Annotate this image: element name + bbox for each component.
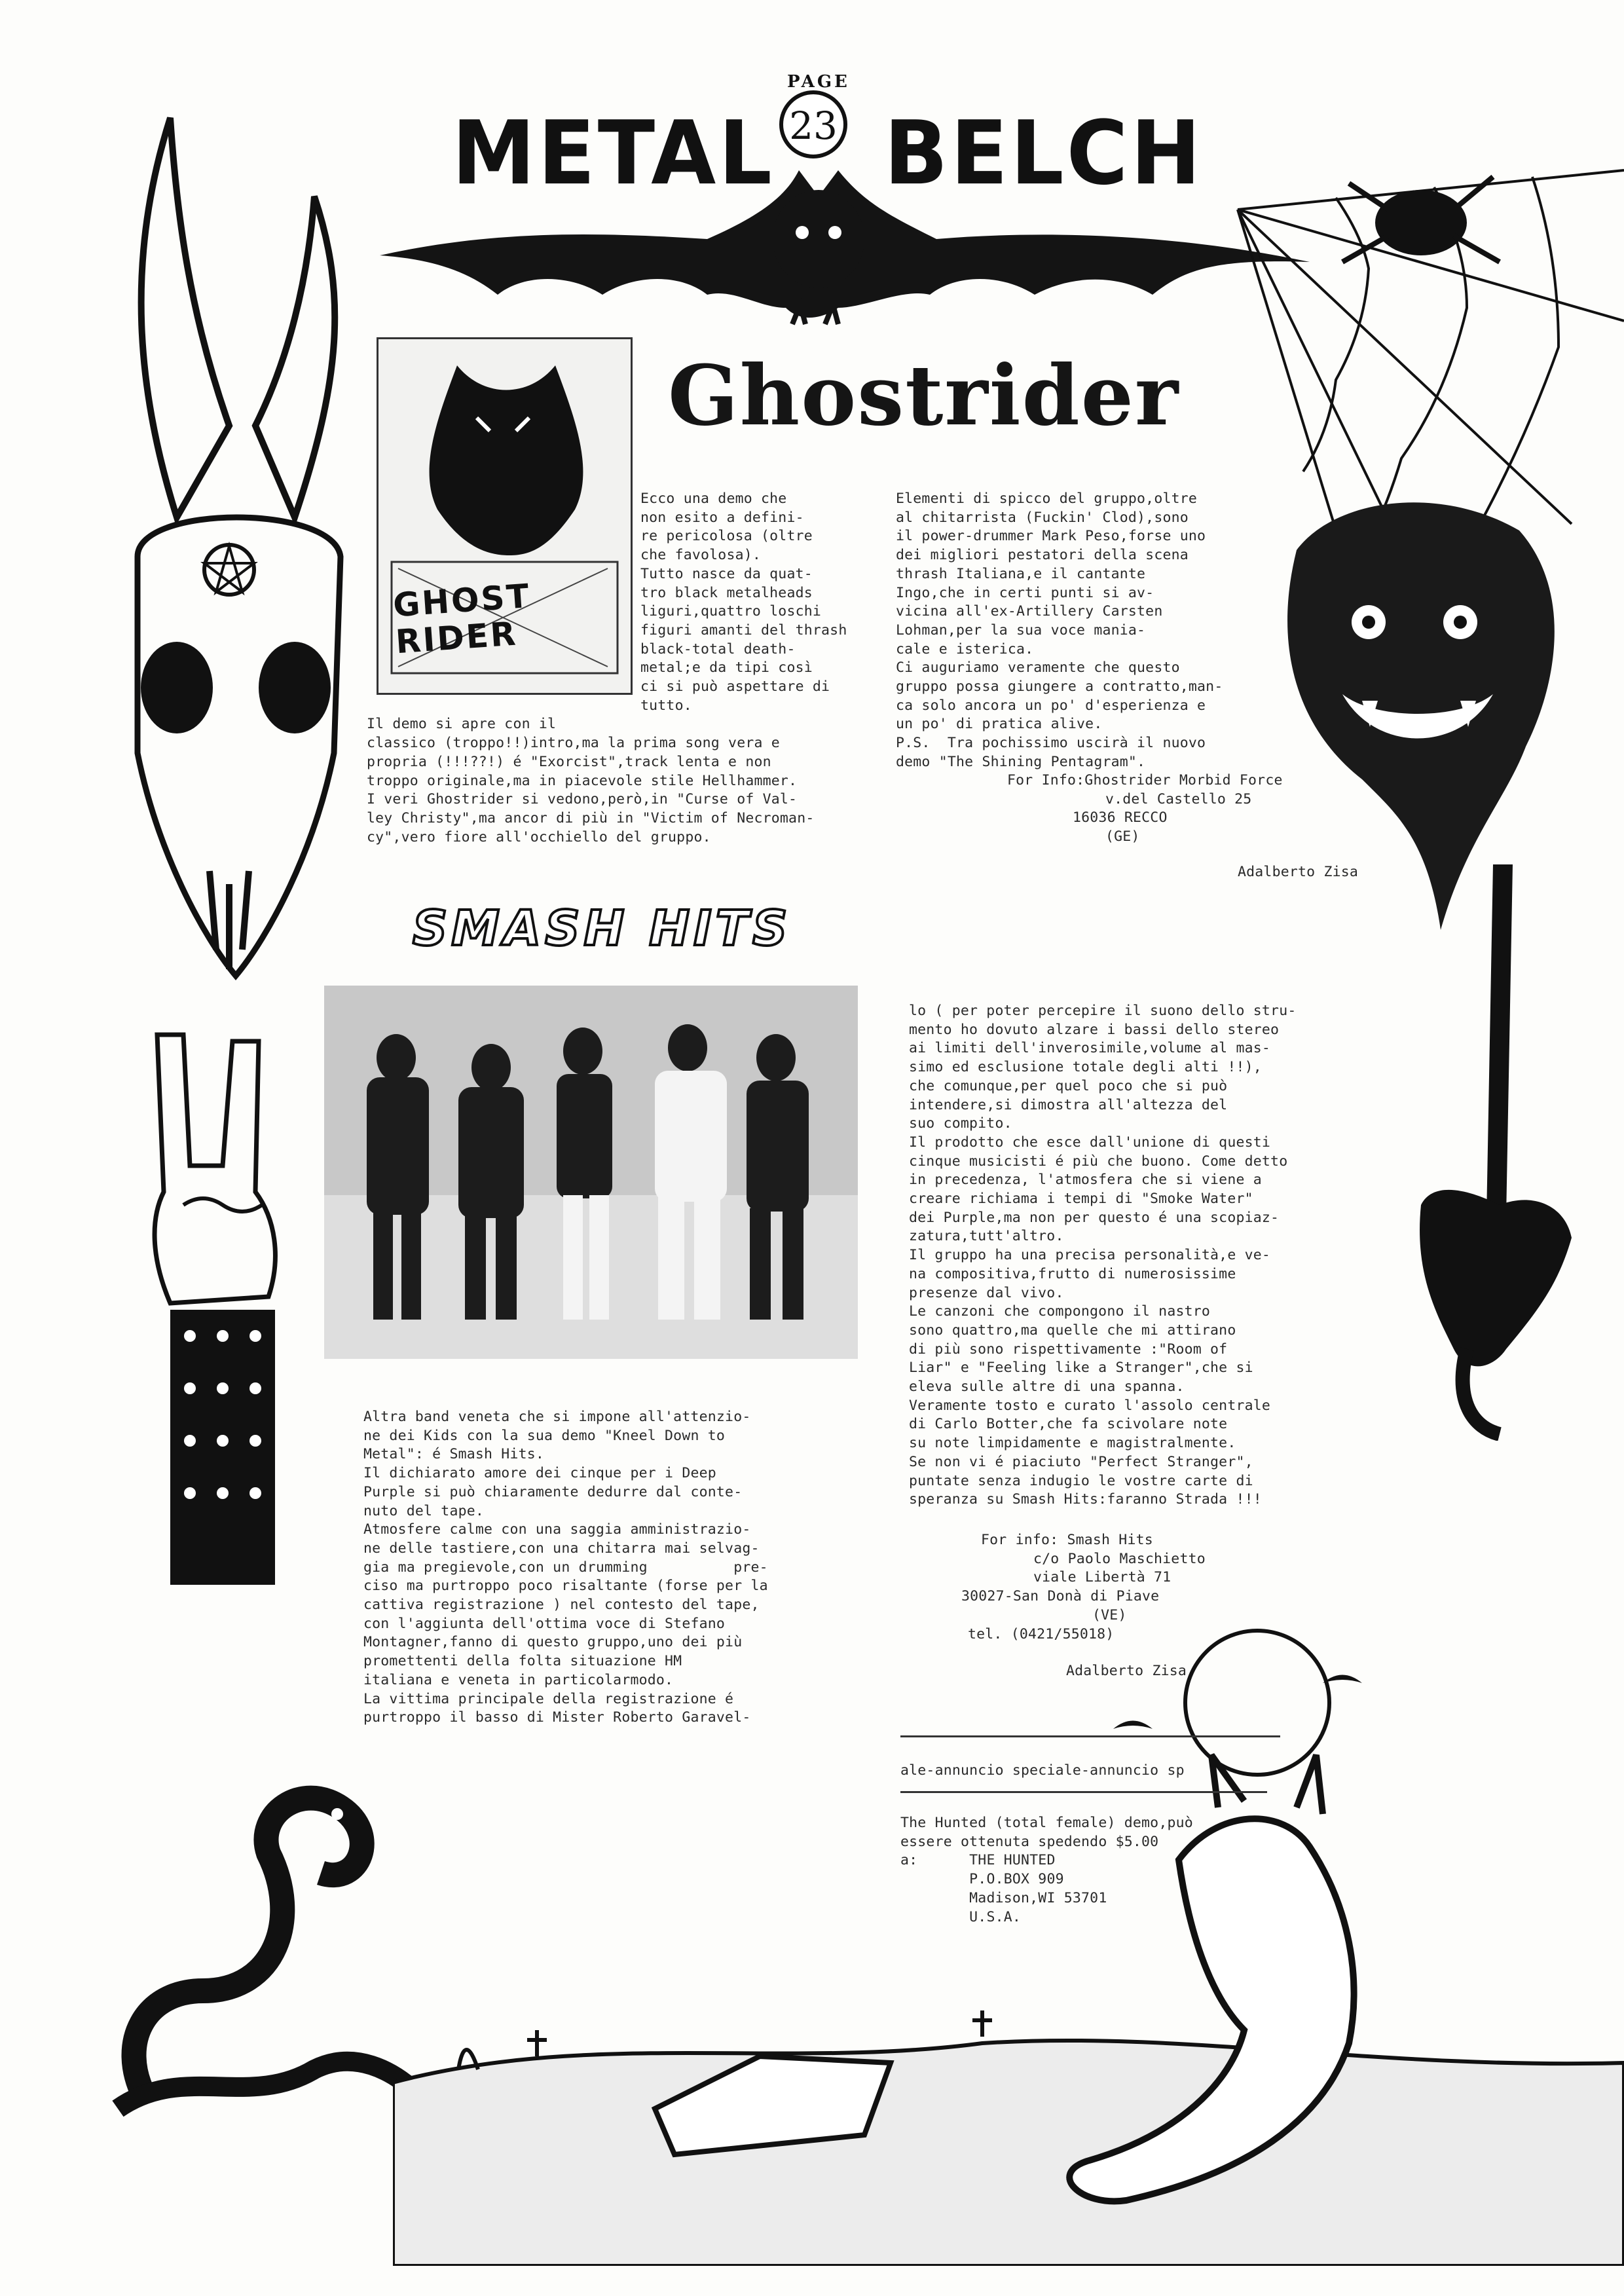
text-line: un po' di pratica alive. [896, 716, 1103, 733]
masthead-title-left: METAL [452, 102, 775, 205]
text-line: intendere,si dimostra all'altezza del [909, 1096, 1228, 1113]
text-line: a: THE HUNTED [900, 1852, 1056, 1869]
smash-hits-author: Adalberto Zisa [1066, 1663, 1187, 1679]
contact-line: 30027-San Donà di Piave [961, 1588, 1160, 1605]
announcement-banner: ale-annuncio speciale-annuncio sp [900, 1762, 1185, 1779]
text-line: troppo originale,ma in piacevole stile Hellhammer. [367, 772, 798, 789]
smash-hits-band-photo [324, 986, 858, 1359]
announcement-body [900, 1814, 1193, 1927]
text-line: classico (troppo!!)intro,ma la prima song vera e [367, 735, 780, 752]
band-members-icon [324, 986, 858, 1359]
contact-line: viale Libertà 71 [1033, 1569, 1172, 1586]
contact-line: For info: Smash Hits [981, 1532, 1153, 1548]
text-line: La vittima principale della registrazione é [363, 1690, 734, 1707]
masthead-title-right: BELCH [884, 102, 1204, 205]
text-line: Metal": é Smash Hits. [363, 1446, 545, 1463]
text-line: na compositiva,frutto di numerosissime [909, 1265, 1236, 1282]
text-line: eleva sulle altre di una spanna. [909, 1379, 1185, 1396]
text-line: Montagner,fanno di questo gruppo,uno dei più [363, 1634, 743, 1651]
smash-hits-column-2 [909, 1002, 1296, 1509]
announcement-rule-top [900, 1735, 1280, 1737]
serpent-illustration [105, 1755, 432, 2122]
text-line: ca solo ancora un po' d'esperienza e [896, 697, 1206, 714]
text-line: propria (!!!??!) é "Exorcist",track lenta e non [367, 753, 771, 770]
text-line: re pericolosa (oltre [640, 528, 813, 545]
text-line: U.S.A. [900, 1908, 1022, 1925]
contact-line: 16036 RECCO [1073, 809, 1168, 826]
ghostrider-author: Adalberto Zisa [1238, 864, 1359, 880]
text-line: Il gruppo ha una precisa personalità,e ve- [909, 1247, 1271, 1264]
contact-line: c/o Paolo Maschietto [1033, 1550, 1206, 1567]
text-line: il power-drummer Mark Peso,forse uno [896, 528, 1206, 545]
text-line: Altra band veneta che si impone all'attenzio- [363, 1409, 751, 1425]
text-line: suo compito. [909, 1115, 1012, 1132]
text-line: P.O.BOX 909 [900, 1871, 1064, 1888]
smash-hits-column-1 [363, 1408, 768, 1728]
text-line: liguri,quattro loschi [640, 603, 822, 620]
text-line: ciso ma purtroppo poco risaltante (forse per la [363, 1578, 768, 1595]
contact-line: tel. (0421/55018) [968, 1625, 1115, 1642]
text-line: gruppo possa giungere a contratto,man- [896, 678, 1223, 695]
text-line: italiana e veneta in particolarmodo. [363, 1671, 674, 1688]
text-line: presenze dal vivo. [909, 1284, 1064, 1301]
text-line: ley Christy",ma ancor di più in "Victim of Necroman- [367, 809, 815, 826]
page-label: PAGE [787, 72, 850, 92]
text-line: mento ho dovuto alzare i bassi dello stereo [909, 1021, 1280, 1038]
text-line: non esito a defini- [640, 509, 804, 526]
text-line: metal;e da tipi così [640, 659, 813, 676]
text-line: demo "The Shining Pentagram". [896, 753, 1146, 770]
ghostrider-contact [1007, 771, 1283, 847]
ghostrider-column-2 [896, 490, 1223, 772]
text-line: cinque musicisti é più che buono. Come detto [909, 1153, 1288, 1170]
text-line: cale e isterica. [896, 640, 1034, 657]
guitar-illustration [1342, 851, 1604, 1441]
text-line: Purple si può chiaramente dedurre dal conte- [363, 1483, 743, 1500]
text-line: creare richiama i tempi di "Smoke Water" [909, 1191, 1253, 1208]
text-line: puntate senza indugio le vostre carte di [909, 1472, 1253, 1489]
text-line: sono quattro,ma quelle che mi attirano [909, 1322, 1236, 1339]
text-line: Tutto nasce da quat- [640, 565, 813, 582]
text-line: Il dichiarato amore dei cinque per i Deep [363, 1465, 716, 1482]
text-line: dei migliori pestatori della scena [896, 547, 1189, 564]
text-line: black-total death- [640, 640, 796, 657]
text-line: di Carlo Botter,che fa scivolare note [909, 1416, 1228, 1433]
text-line: Liar" e "Feeling like a Stranger",che si [909, 1360, 1253, 1377]
contact-line: v.del Castello 25 [1105, 790, 1252, 807]
text-line: che favolosa). [640, 547, 762, 564]
text-line: Elementi di spicco del gruppo,oltre [896, 491, 1198, 507]
text-line: di più sono rispettivamente :"Room of [909, 1341, 1228, 1358]
text-line: gia ma pregievole,con un drumming pre- [363, 1559, 768, 1576]
text-line: Se non vi é piaciuto "Perfect Stranger", [909, 1453, 1253, 1470]
text-line: tutto. [640, 697, 692, 714]
text-line: speranza su Smash Hits:faranno Strada !!! [909, 1491, 1262, 1508]
text-line: cy",vero fiore all'occhiello del gruppo. [367, 828, 711, 845]
text-line: figuri amanti del thrash [640, 621, 847, 639]
text-line: The Hunted (total female) demo,può [900, 1815, 1193, 1831]
text-line: Le canzoni che compongono il nastro [909, 1303, 1211, 1320]
text-line: in precedenza, l'atmosfera che si viene a [909, 1172, 1262, 1189]
text-line: dei Purple,ma non per questo é una scopiaz- [909, 1209, 1280, 1226]
text-line: Ci auguriamo veramente che questo [896, 659, 1180, 676]
smash-hits-contact [961, 1531, 1206, 1644]
text-line: ne delle tastiere,con una chitarra mai selvag- [363, 1540, 760, 1557]
contact-line: (GE) [1105, 828, 1140, 845]
text-line: vicina all'ex-Artillery Carsten [896, 603, 1163, 620]
text-line: Veramente tosto e curato l'assolo centrale [909, 1397, 1271, 1414]
text-line: Ecco una demo che [640, 491, 787, 507]
text-line: essere ottenuta spedendo $5.00 [900, 1833, 1159, 1850]
text-line: ne dei Kids con la sua demo "Kneel Down to [363, 1427, 726, 1444]
devil-horns-hand-illustration [111, 1022, 308, 1611]
page-number: 23 [789, 103, 838, 148]
text-line: su note limpidamente e magistralmente. [909, 1435, 1236, 1452]
page-number-badge [773, 72, 851, 151]
ghostrider-cover-logo: GHOST RIDER [392, 576, 532, 661]
text-line: simo ed esclusione totale degli alti !!), [909, 1059, 1262, 1076]
announcement-rule-bottom [900, 1791, 1267, 1793]
smash-hits-title: SMASH HITS [413, 900, 792, 957]
text-line: al chitarrista (Fuckin' Clod),sono [896, 509, 1189, 526]
text-line: Ingo,che in certi punti si av- [896, 584, 1154, 601]
text-line: nuto del tape. [363, 1502, 485, 1519]
text-line: lo ( per poter percepire il suono dello stru- [909, 1003, 1297, 1019]
contact-line: For Info:Ghostrider Morbid Force [1007, 772, 1283, 788]
text-line: P.S. Tra pochissimo uscirà il nuovo [896, 735, 1206, 752]
goat-skull-illustration [98, 98, 373, 1015]
ghostrider-column-1 [367, 490, 847, 847]
text-line: Madison,WI 53701 [900, 1889, 1107, 1906]
text-line: con l'aggiunta dell'ottima voce di Stefano [363, 1615, 726, 1632]
text-line: tro black metalheads [640, 584, 813, 601]
text-line: zatura,tutt'altro. [909, 1228, 1064, 1245]
ghostrider-title: Ghostrider [668, 347, 1180, 444]
contact-line: (VE) [1092, 1606, 1127, 1623]
text-line: che comunque,per quel poco che si può [909, 1077, 1228, 1094]
text-line: ci si può aspettare di [640, 678, 830, 695]
text-line: Il prodotto che esce dall'unione di questi [909, 1134, 1271, 1151]
text-line: Atmosfere calme con una saggia amministrazio- [363, 1521, 751, 1538]
text-line: cattiva registrazione ) nel contesto del tape, [363, 1597, 760, 1614]
text-line: ai limiti dell'inverosimile,volume al mas- [909, 1040, 1271, 1057]
text-line: I veri Ghostrider si vedono,però,in "Curse of Val- [367, 791, 798, 808]
text-line: purtroppo il basso di Mister Roberto Garavel- [363, 1709, 751, 1726]
text-line: thrash Italiana,e il cantante [896, 565, 1146, 582]
text-line: promettenti della folta situazione HM [363, 1653, 682, 1670]
text-line: Il demo si apre con il [367, 716, 557, 733]
text-line: Lohman,per la sua voce mania- [896, 621, 1146, 639]
